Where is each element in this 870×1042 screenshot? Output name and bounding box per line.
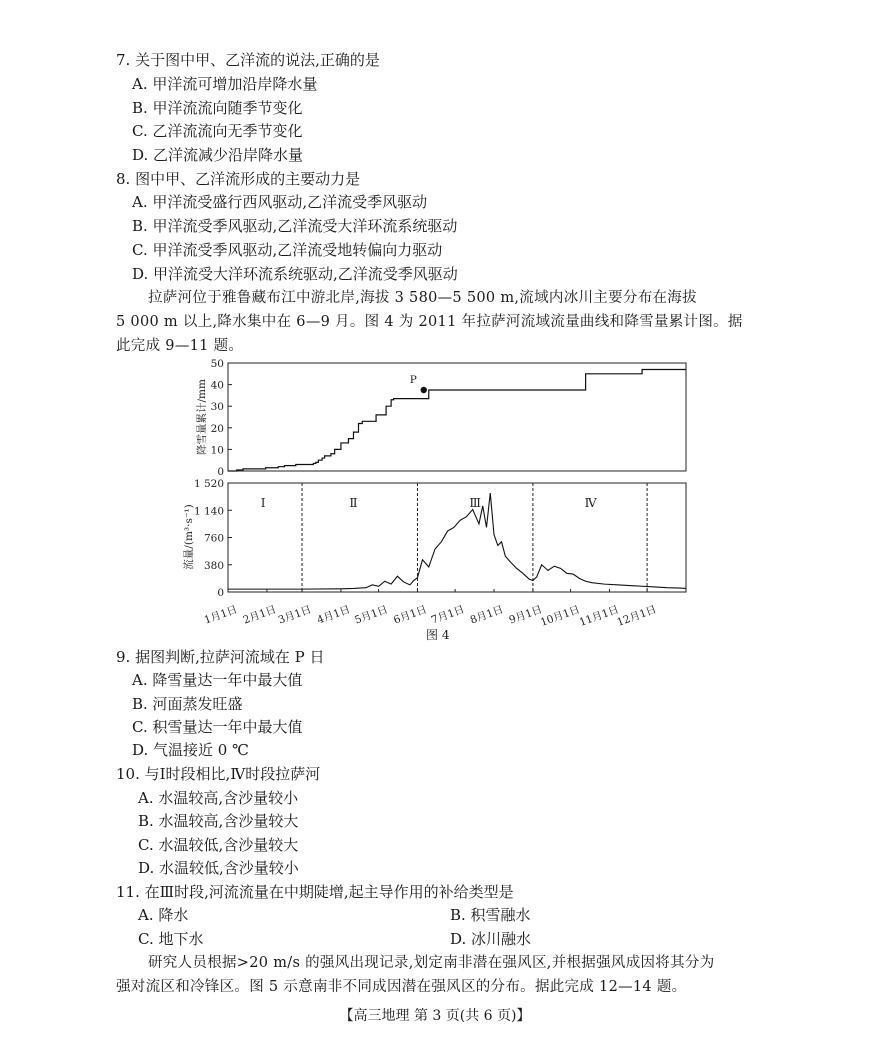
question-7-option-c: C. 乙洋流流向无季节变化	[132, 122, 303, 140]
passage-1-line-3: 此完成 9—11 题。	[116, 338, 244, 354]
question-8-option-a: A. 甲洋流受盛行西风驱动,乙洋流受季风驱动	[132, 193, 428, 211]
bottom-y-axis-label: 流量/(m³·s⁻¹)	[183, 504, 195, 570]
point-p-marker	[421, 387, 427, 393]
passage-1-line-1: 拉萨河位于雅鲁藏布江中游北岸,海拔 3 580—5 500 m,流域内冰川主要分布在海拔	[148, 290, 697, 306]
bottom-y-tick-label: 380	[203, 559, 224, 572]
period-label: Ⅳ	[584, 496, 597, 510]
period-label: Ⅲ	[469, 496, 481, 510]
question-7-stem: 7. 关于图中甲、乙洋流的说法,正确的是	[116, 51, 380, 69]
bottom-x-tick-label: 1月1日	[202, 603, 240, 627]
period-label: Ⅱ	[349, 496, 358, 510]
discharge-line	[228, 493, 686, 589]
top-plot-frame	[228, 363, 686, 471]
question-10-option-c: C. 水温较低,含沙量较大	[138, 836, 299, 854]
question-10-stem: 10. 与Ⅰ时段相比,Ⅳ时段拉萨河	[116, 765, 321, 783]
bottom-y-tick-label: 1 520	[193, 478, 224, 490]
top-y-tick-label: 30	[210, 401, 224, 414]
question-11-option-d: D. 冰川融水	[450, 930, 532, 948]
top-y-axis-label: 降雪量累计/mm	[196, 379, 208, 455]
question-8-option-d: D. 甲洋流受大洋环流系统驱动,乙洋流受季风驱动	[132, 265, 458, 283]
question-9-option-d: D. 气温接近 0 ℃	[132, 741, 249, 759]
question-9-stem: 9. 据图判断,拉萨河流域在 P 日	[116, 648, 325, 666]
snowfall-line	[228, 369, 686, 471]
question-7-option-a: A. 甲洋流可增加沿岸降水量	[132, 75, 318, 93]
bottom-y-tick-label: 1 140	[193, 505, 224, 518]
bottom-x-tick-label: 11月1日	[577, 603, 621, 629]
page-footer: 【高三地理 第 3 页(共 6 页)】	[339, 1008, 531, 1024]
question-11-option-a: A. 降水	[138, 906, 189, 924]
question-10-option-b: B. 水温较高,含沙量较大	[138, 812, 299, 830]
bottom-plot-frame	[228, 483, 686, 592]
top-y-tick-label: 10	[210, 444, 224, 457]
question-11-stem: 11. 在Ⅲ时段,河流流量在中期陡增,起主导作用的补给类型是	[116, 883, 514, 901]
bottom-x-tick-label: 12月1日	[615, 603, 659, 629]
bottom-x-tick-label: 10月1日	[538, 603, 582, 629]
bottom-x-tick-label: 4月1日	[315, 603, 352, 627]
question-11-option-b: B. 积雪融水	[450, 906, 531, 924]
question-7-option-b: B. 甲洋流流向随季节变化	[132, 99, 303, 117]
bottom-x-tick-label: 8月1日	[468, 603, 506, 627]
question-7-option-d: D. 乙洋流减少沿岸降水量	[132, 146, 304, 164]
bottom-y-tick-label: 760	[203, 532, 224, 545]
passage-1-line-2: 5 000 m 以上,降水集中在 6—9 月。图 4 为 2011 年拉萨河流域流量曲线和降雪量累计图。据	[116, 314, 743, 330]
bottom-y-tick-label: 0	[217, 587, 224, 599]
top-y-tick-label: 50	[210, 358, 224, 370]
question-11-option-c: C. 地下水	[138, 930, 204, 948]
period-label: Ⅰ	[260, 496, 266, 510]
question-8-option-b: B. 甲洋流受季风驱动,乙洋流受大洋环流系统驱动	[132, 217, 458, 235]
question-10-option-a: A. 水温较高,含沙量较小	[138, 789, 299, 807]
bottom-x-tick-label: 3月1日	[276, 603, 314, 627]
bottom-x-tick-label: 5月1日	[353, 603, 390, 627]
figure-caption: 图 4	[426, 628, 450, 642]
question-9-option-b: B. 河面蒸发旺盛	[132, 695, 243, 713]
figure-4-chart	[0, 350, 870, 630]
question-9-option-a: A. 降雪量达一年中最大值	[132, 671, 303, 689]
bottom-x-tick-label: 9月1日	[507, 603, 544, 627]
question-8-option-c: C. 甲洋流受季风驱动,乙洋流受地转偏向力驱动	[132, 241, 443, 259]
bottom-x-tick-label: 6月1日	[392, 603, 429, 627]
passage-2-line-1: 研究人员根据>20 m/s 的强风出现记录,划定南非潜在强风区,并根据强风成因将其分为	[148, 955, 715, 971]
question-9-option-c: C. 积雪量达一年中最大值	[132, 718, 303, 736]
question-10-option-d: D. 水温较低,含沙量较小	[138, 859, 299, 877]
bottom-x-tick-label: 2月1日	[241, 603, 278, 627]
top-y-tick-label: 20	[210, 422, 224, 435]
top-y-tick-label: 40	[210, 379, 224, 392]
point-p-label: P	[409, 374, 417, 386]
top-y-tick-label: 0	[217, 466, 224, 478]
bottom-x-tick-label: 7月1日	[429, 603, 467, 627]
passage-2-line-2: 强对流区和冷锋区。图 5 示意南非不同成因潜在强风区的分布。据此完成 12—14 题。	[116, 979, 687, 995]
question-8-stem: 8. 图中甲、乙洋流形成的主要动力是	[116, 170, 361, 188]
